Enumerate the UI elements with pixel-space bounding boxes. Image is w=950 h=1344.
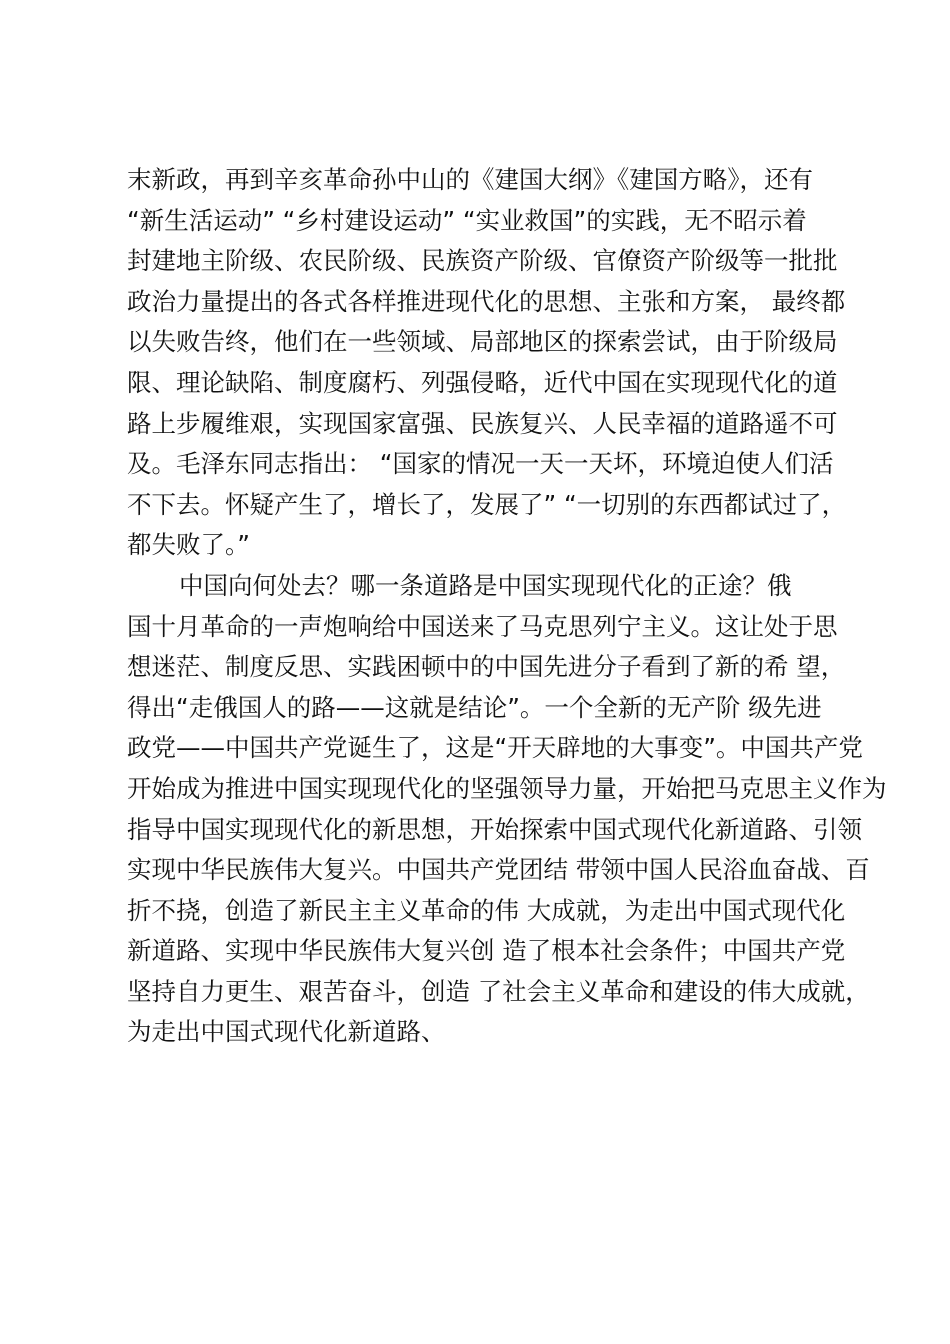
text-line: 末新政，再到辛亥革命孙中山的《建国大纲》《建国方略》，还有 [127, 165, 813, 194]
text-line: 折不挠，创造了新民主主义革命的伟 大成就，为走出中国式现代化 [127, 895, 846, 925]
text-line: 指导中国实现现代化的新思想，开始探索中国式现代化新道路、引领 [127, 814, 862, 844]
text-line: 坚持自力更生、艰苦奋斗，创造 了社会主义革命和建设的伟大成就， [127, 976, 870, 1006]
paragraph-2 [127, 566, 887, 1053]
text-line: 政治力量提出的各式各样推进现代化的思想、主张和方案， 最终都 [127, 286, 846, 316]
text-line: 国十月革命的一声炮响给中国送来了马克思列宁主义。这让处于思 [127, 611, 838, 641]
text-line: 为走出中国式现代化新道路、 [127, 1017, 446, 1047]
text-line: 实现中华民族伟大复兴。中国共产党团结 带领中国人民浴血奋战、百 [127, 855, 870, 885]
paragraph-1 [127, 160, 867, 566]
body-text [127, 160, 887, 1053]
text-line: 都失败了。” [127, 530, 250, 560]
text-line: 政党——中国共产党诞生了，这是“开天辟地的大事变”。中国共产党 [127, 733, 863, 763]
text-line: 及。毛泽东同志指出： “国家的情况一天一天坏，环境迫使人们活 [127, 449, 834, 479]
text-line: 开始成为推进中国实现现代化的坚强领导力量，开始把马克思主义作为 [127, 773, 887, 803]
text-line: 新道路、实现中华民族伟大复兴创 造了根本社会条件；中国共产党 [127, 936, 846, 966]
text-line: 路上步履维艰，实现国家富强、民族复兴、人民幸福的道路遥不可 [127, 408, 838, 438]
text-line: 想迷茫、制度反思、实践困顿中的中国先进分子看到了新的希 望， [127, 652, 846, 682]
text-line: 以失败告终，他们在一些领域、局部地区的探索尝试，由于阶级局 [127, 327, 838, 357]
text-line: “新生活运动” “乡村建设运动” “实业救国”的实践，无不昭示着 [127, 205, 807, 235]
text-line: 限、理论缺陷、制度腐朽、列强侵略，近代中国在实现现代化的道 [127, 367, 838, 397]
text-line: 得出“走俄国人的路——这就是结论”。一个全新的无产阶 级先进 [127, 692, 822, 722]
text-line: 封建地主阶级、农民阶级、民族资产阶级、官僚资产阶级等一批批 [127, 246, 838, 276]
text-line: 不下去。怀疑产生了，增长了，发展了” “一切别的东西都试过了， [127, 489, 847, 519]
text-line: 中国向何处去？哪一条道路是中国实现现代化的正途？俄 [179, 570, 792, 600]
